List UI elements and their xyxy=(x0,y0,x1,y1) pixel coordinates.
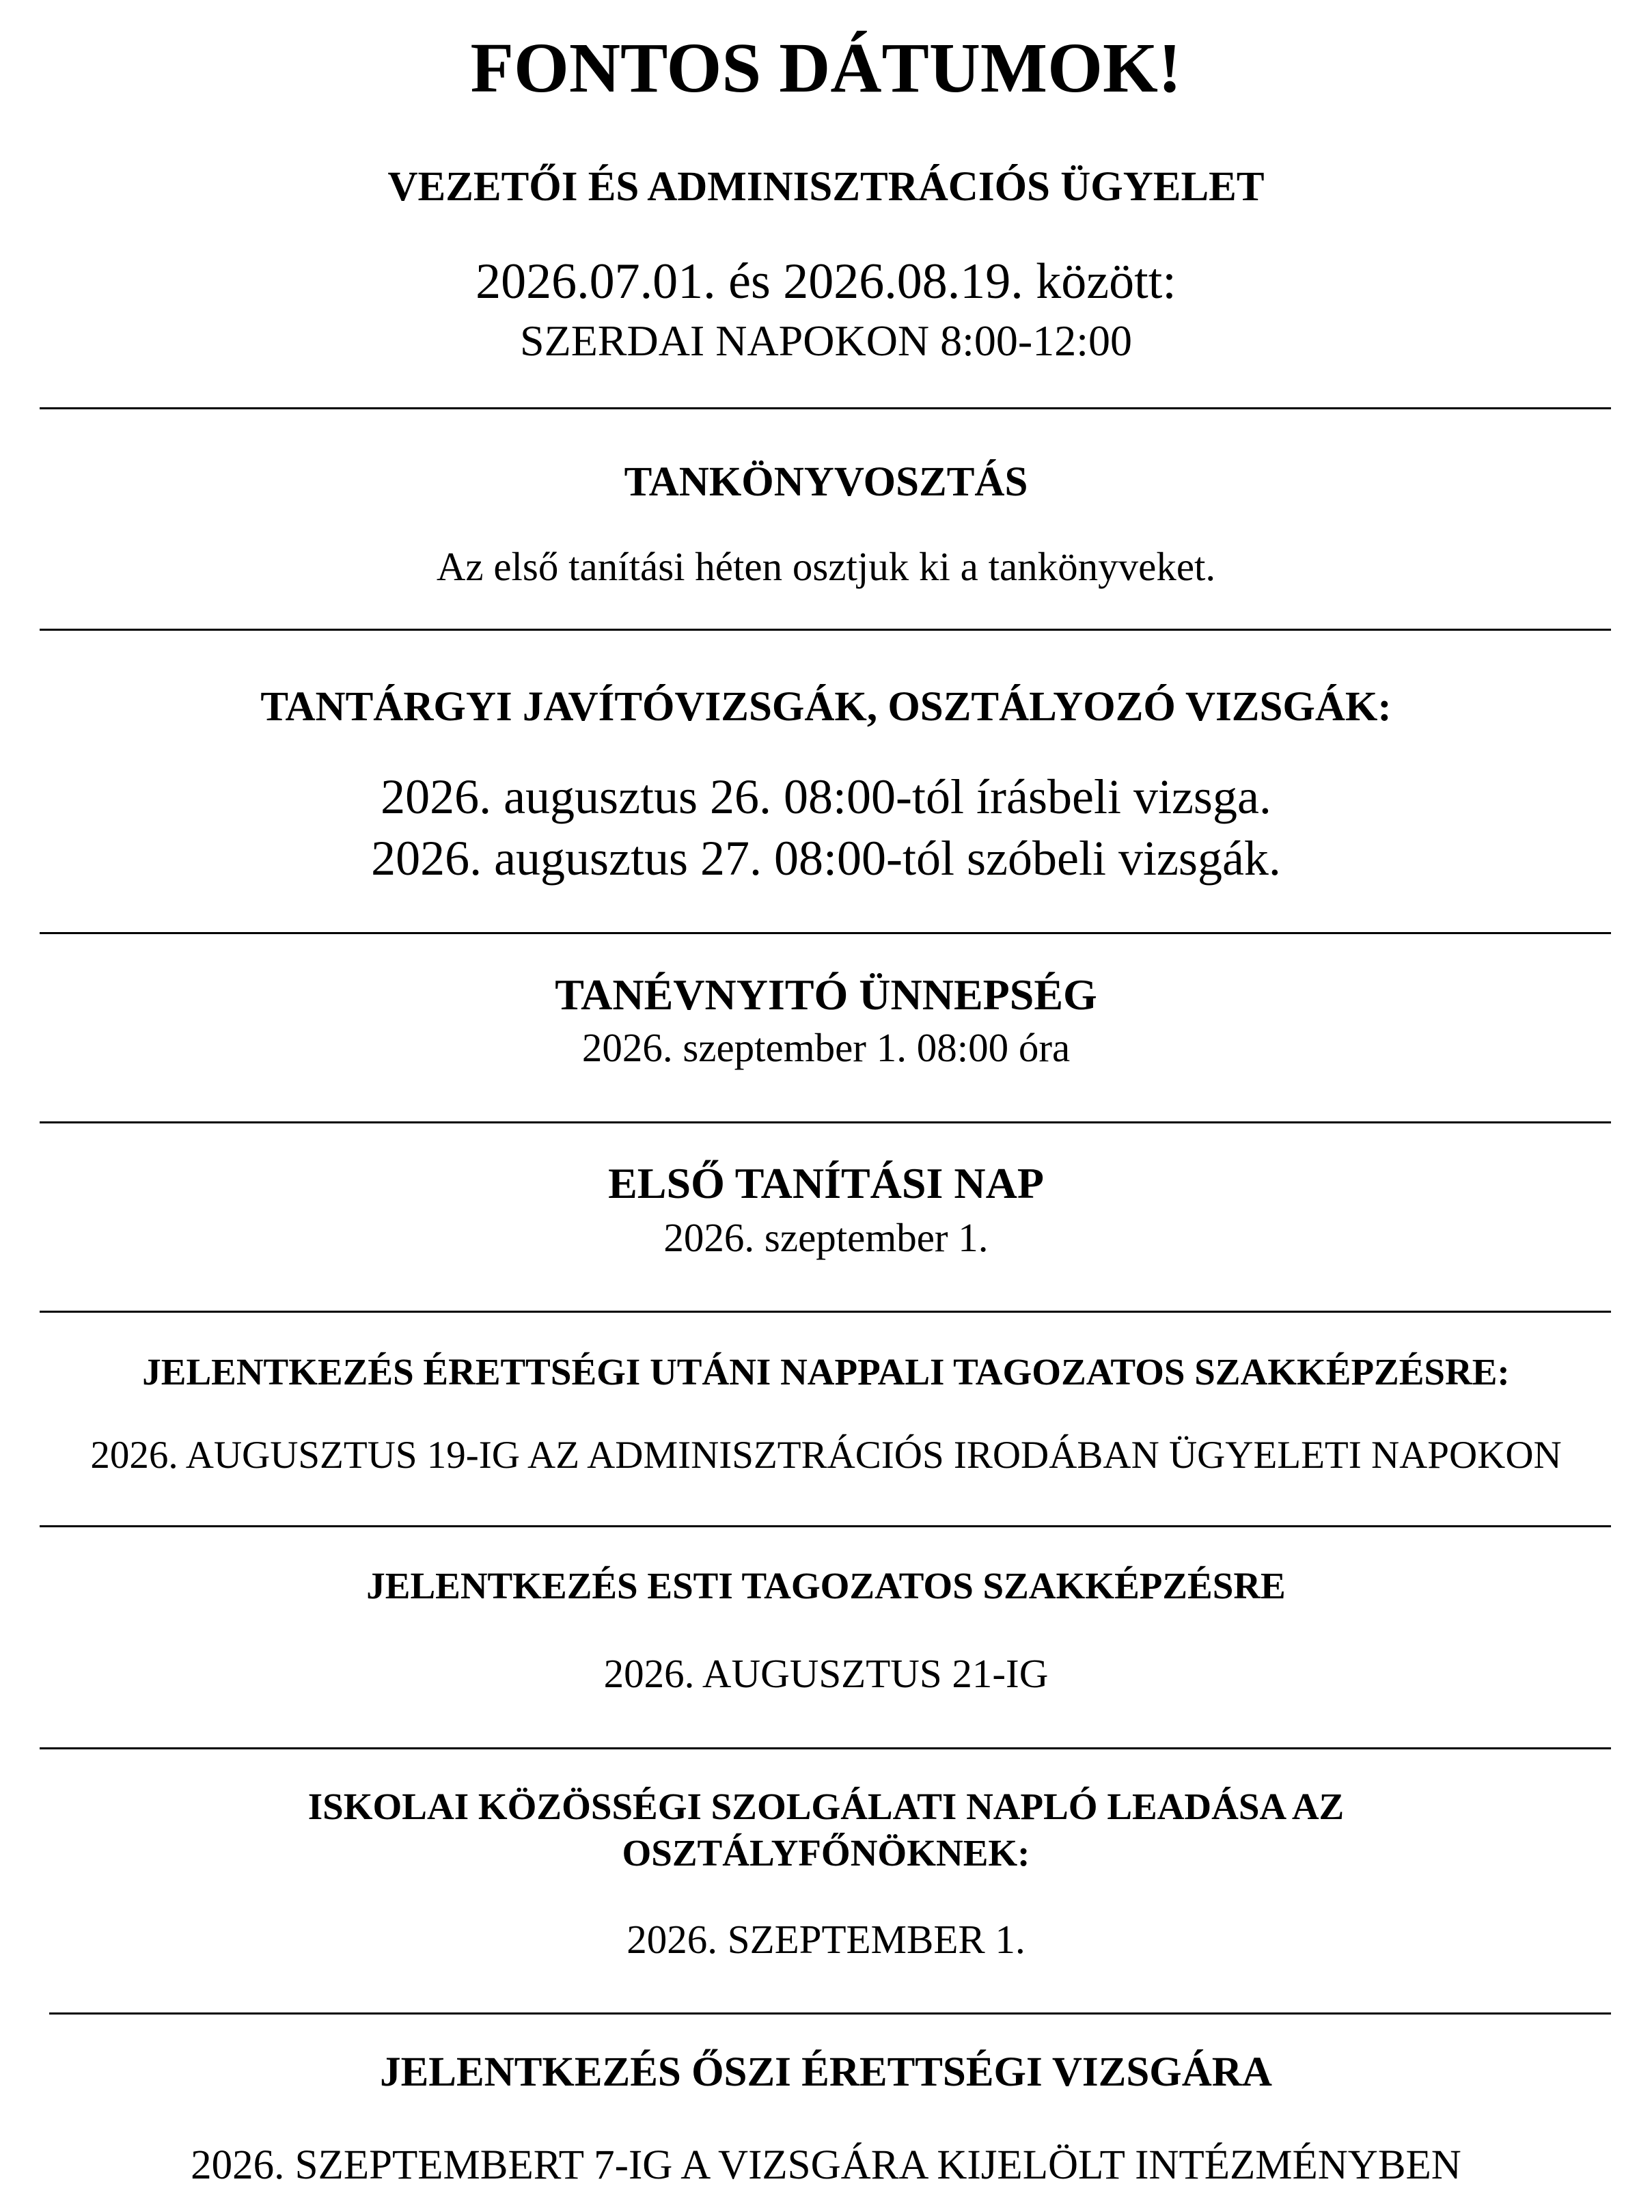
section-heading-textbooks: TANKÖNYVOSZTÁS xyxy=(624,459,1028,505)
section-heading-exams: TANTÁRGYI JAVÍTÓVIZSGÁK, OSZTÁLYOZÓ VIZSGÁK: xyxy=(260,684,1392,730)
section-heading-community-service-log-line2: OSZTÁLYFŐNÖKNEK: xyxy=(622,1832,1030,1874)
divider xyxy=(40,932,1611,934)
section-heading-admin-duty: VEZETŐI ÉS ADMINISZTRÁCIÓS ÜGYELET xyxy=(387,164,1265,210)
section-text-textbooks: Az első tanítási héten osztjuk ki a tankönyveket. xyxy=(436,544,1216,589)
divider xyxy=(40,1121,1611,1123)
section-heading-autumn-exam-application: JELENTKEZÉS ŐSZI ÉRETTSÉGI VIZSGÁRA xyxy=(380,2049,1272,2095)
section-heading-opening-ceremony: TANÉVNYITÓ ÜNNEPSÉG xyxy=(555,970,1097,1019)
divider xyxy=(49,2012,1611,2015)
section-text-oral-exam: 2026. augusztus 27. 08:00-tól szóbeli vizsgák. xyxy=(371,831,1281,886)
divider xyxy=(40,1311,1611,1313)
section-text-opening-ceremony: 2026. szeptember 1. 08:00 óra xyxy=(581,1025,1071,1070)
section-heading-community-service-log: ISKOLAI KÖZÖSSÉGI SZOLGÁLATI NAPLÓ LEADÁSA AZ xyxy=(307,1786,1345,1827)
section-heading-first-school-day: ELSŐ TANÍTÁSI NAP xyxy=(608,1159,1044,1207)
section-heading-day-training-application: JELENTKEZÉS ÉRETTSÉGI UTÁNI NAPPALI TAGOZATOS SZAKKÉPZÉSRE: xyxy=(142,1351,1510,1393)
section-text-admin-duty-dates: 2026.07.01. és 2026.08.19. között: xyxy=(476,254,1176,310)
section-text-day-training-application: 2026. AUGUSZTUS 19-IG AZ ADMINISZTRÁCIÓS IRODÁBAN ÜGYELETI NAPOKON xyxy=(90,1434,1562,1477)
section-text-autumn-exam-application: 2026. SZEPTEMBERT 7-IG A VIZSGÁRA KIJELÖLT INTÉZMÉNYBEN xyxy=(191,2142,1461,2188)
section-heading-evening-training-application: JELENTKEZÉS ESTI TAGOZATOS SZAKKÉPZÉSRE xyxy=(366,1565,1286,1607)
page-title: FONTOS DÁTUMOK! xyxy=(470,29,1182,107)
divider xyxy=(40,407,1611,409)
section-text-admin-duty-hours: SZERDAI NAPOKON 8:00-12:00 xyxy=(520,316,1132,365)
section-text-evening-training-application: 2026. AUGUSZTUS 21-IG xyxy=(603,1651,1049,1696)
section-text-first-school-day: 2026. szeptember 1. xyxy=(663,1215,989,1260)
divider xyxy=(40,1525,1611,1527)
section-text-written-exam: 2026. augusztus 26. 08:00-tól írásbeli vizsga. xyxy=(381,769,1271,824)
section-text-community-service-log: 2026. SZEPTEMBER 1. xyxy=(627,1917,1025,1962)
divider xyxy=(40,1747,1611,1749)
divider xyxy=(40,629,1611,631)
